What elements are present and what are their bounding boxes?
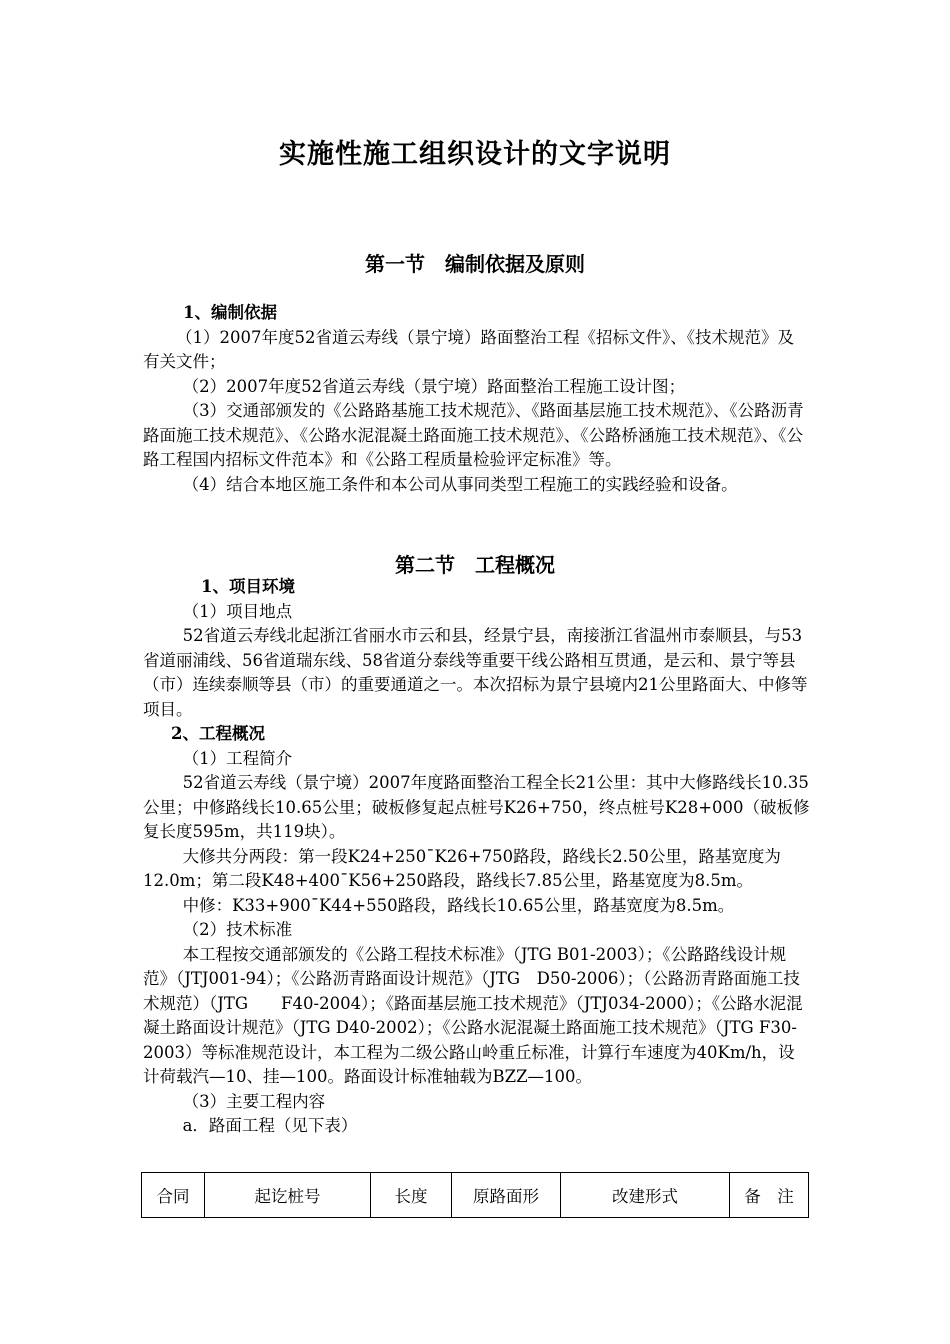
intro-paragraph: 大修共分两段：第一段K24+250¯K26+750路段，路线长2.50公里，路基宽度为12.0m；第二段K48+400¯K56+250路段，路线长7.85公里，路基宽度为8.5m。 <box>143 846 781 890</box>
section2-sub2: 2、工程概况 <box>171 724 265 743</box>
section2-sub2-2: （2）技术标准 <box>182 920 293 939</box>
table-header-cell: 原路面形 <box>452 1173 561 1218</box>
standard-paragraph: 本工程按交通部颁发的《公路工程技术标准》（JTG B01-2003）；《公路路线设计规范》（JTJ001-94）；《公路沥青路面设计规范》（JTG D50-2006）；（公路沥青路面施工技术规范）（JTG F40-2004）；《路面基层施工技术规范》（JTJ034-2000）；《公路水泥混凝土路面设计规范》（JTG D40-2002）；《公路水泥混凝土路面施工技术规范》（JTG F30-2003）等标准规范设计，本工程为二级公路山岭重丘标准，计算行车速度为40Km/h，设计荷载汽—10、挂—100。路面设计标准轴载为BZZ—100。 <box>143 944 803 1086</box>
section1-sub1: 1、编制依据 <box>183 303 277 322</box>
section2-sub2-3a: a．路面工程（见下表） <box>182 1116 358 1135</box>
table-header-row <box>142 1173 809 1218</box>
basis-paragraph: （2）2007年度52省道云寿线（景宁境）路面整治工程施工设计图； <box>182 376 686 396</box>
basis-paragraph: （3）交通部颁发的《公路路基施工技术规范》、《路面基层施工技术规范》、《公路沥青路面施工技术规范》、《公路水泥混凝土路面施工技术规范》、《公路桥涵施工技术规范》、《公路工程国内招标文件范本》和《公路工程质量检验评定标准》等。 <box>143 401 804 469</box>
basis-paragraph: （1）2007年度52省道云寿线（景宁境）路面整治工程《招标文件》、《技术规范》及有关文件； <box>143 327 794 371</box>
section1-heading: 第一节 编制依据及原则 <box>365 252 585 276</box>
section2-sub2-1: （1）工程简介 <box>182 748 293 768</box>
section1-body <box>143 301 810 497</box>
intro-paragraph: 中修：K33+900¯K44+550路段，路线长10.65公里，路基宽度为8.5m。 <box>182 895 735 915</box>
table-header-cell: 起讫桩号 <box>205 1173 371 1218</box>
intro-paragraph: 52省道云寿线（景宁境）2007年度路面整治工程全长21公里：其中大修路线长10.35公里；中修路线长10.65公里；破板修复起点桩号K26+750，终点桩号K28+000（破板修复长度595m，共119块）。 <box>143 773 810 841</box>
table-header-cell: 合同 <box>142 1173 205 1218</box>
section2-sub1: 1、项目环境 <box>201 577 295 596</box>
table-header-cell: 备 注 <box>730 1173 809 1218</box>
section2-sub2-3: （3）主要工程内容 <box>182 1091 326 1111</box>
section2-sub1-1: （1）项目地点 <box>182 601 293 621</box>
basis-paragraph: （4）结合本地区施工条件和本公司从事同类型工程施工的实践经验和设备。 <box>182 474 738 494</box>
section2-body <box>143 575 810 1139</box>
section2-heading: 第二节 工程概况 <box>395 553 555 577</box>
table-header-cell: 长度 <box>371 1173 452 1218</box>
pavement-table <box>141 1172 809 1218</box>
table-header-cell: 改建形式 <box>561 1173 730 1218</box>
location-paragraph: 52省道云寿线北起浙江省丽水市云和县，经景宁县，南接浙江省温州市泰顺县，与53省道丽浦线、56省道瑞东线、58省道分泰线等重要干线公路相互贯通，是云和、景宁等县（市）连续泰顺等县（市）的重要通道之一。本次招标为景宁县境内21公里路面大、中修等项目。 <box>143 626 808 719</box>
document-title: 实施性施工组织设计的文字说明 <box>279 139 671 170</box>
